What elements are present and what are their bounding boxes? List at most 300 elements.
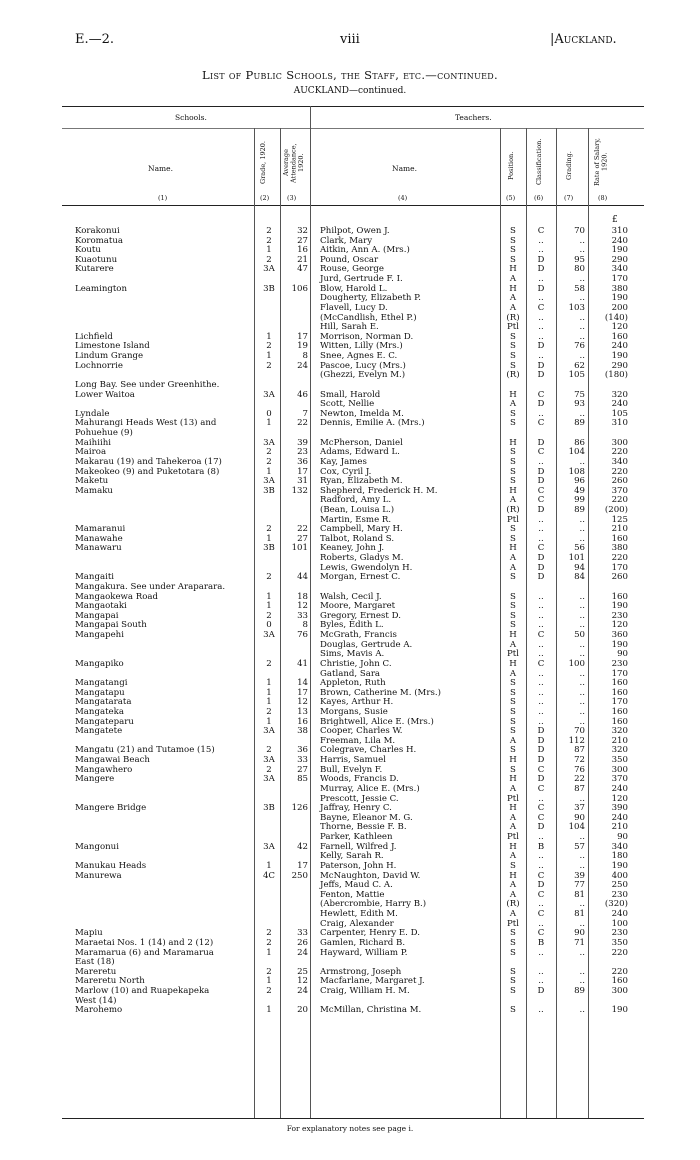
- school-name-cell: Maihiihi: [75, 437, 111, 448]
- position-cell: H: [509, 803, 517, 814]
- average-attendance-cell: 17: [297, 687, 308, 698]
- salary-cell: (180): [604, 370, 628, 381]
- teacher-name-cell: Woods, Francis D.: [320, 774, 399, 785]
- classification-cell: ..: [538, 591, 544, 602]
- school-name-cell: Mareretu: [75, 966, 117, 977]
- grade-cell: 4C: [262, 870, 276, 881]
- grading-cell: ..: [579, 1005, 585, 1016]
- grading-cell: ..: [579, 293, 585, 304]
- position-cell: A: [509, 562, 517, 573]
- position-cell: S: [510, 745, 516, 756]
- teacher-name-cell: McGrath, Francis: [320, 630, 397, 641]
- grading-cell: 104: [568, 822, 585, 833]
- position-cell: H: [509, 870, 517, 881]
- position-cell: Ptl: [507, 649, 519, 660]
- classification-cell: ..: [538, 293, 544, 304]
- classification-cell: ..: [538, 668, 544, 679]
- grade-cell: 2: [266, 966, 272, 977]
- teacher-name-cell: Lewis, Gwendolyn H.: [320, 562, 413, 573]
- classification-cell: D: [537, 572, 545, 583]
- classification-cell: ..: [538, 947, 544, 958]
- school-name-cell: Kutarere: [75, 264, 114, 275]
- grade-cell: 2: [266, 610, 272, 621]
- salary-cell: 120: [611, 620, 628, 631]
- salary-cell: 300: [611, 437, 628, 448]
- grading-cell: ..: [579, 851, 585, 862]
- position-cell: A: [509, 851, 517, 862]
- salary-cell: 240: [611, 235, 628, 246]
- school-name-cell: Lower Waitoa: [75, 389, 135, 400]
- school-name-cell: Manawaru: [75, 543, 122, 554]
- school-name-cell: Long Bay. See under Greenhithe.: [75, 379, 220, 390]
- teacher-name-cell: Hayward, William P.: [320, 947, 408, 958]
- position-cell: S: [510, 456, 516, 467]
- teacher-name-cell: Farnell, Wilfred J.: [320, 841, 397, 852]
- grade-cell: 3B: [263, 543, 275, 554]
- page-title: List of Public Schools, the Staff, etc.—continued.: [202, 68, 498, 82]
- grading-cell: 76: [574, 341, 585, 352]
- grade-cell: 1: [266, 245, 272, 256]
- teacher-name-cell: Christie, John C.: [320, 658, 392, 669]
- grade-cell: 1: [266, 466, 272, 477]
- classification-cell: ..: [538, 851, 544, 862]
- classification-cell: ..: [538, 620, 544, 631]
- salary-cell: 90: [617, 649, 628, 660]
- column-number: (5): [506, 194, 516, 202]
- average-attendance-cell: 17: [297, 331, 308, 342]
- position-cell: S: [510, 360, 516, 371]
- grade-cell: 1: [266, 976, 272, 987]
- grading-cell: 90: [574, 928, 585, 939]
- school-name-cell: Maketu: [75, 476, 109, 487]
- grade-cell: 1: [266, 351, 272, 362]
- average-attendance-cell: 12: [297, 601, 308, 612]
- classification-cell: C: [537, 226, 545, 236]
- salary-cell: 340: [611, 264, 628, 275]
- grading-cell: 70: [574, 726, 585, 737]
- school-name-cell: Mangere: [75, 774, 115, 785]
- grade-cell: 3A: [263, 841, 275, 852]
- school-name-cell: Pohuehue (9): [75, 428, 133, 439]
- salary-cell: 170: [611, 697, 628, 708]
- average-attendance-cell: 106: [291, 283, 308, 294]
- salary-cell: 230: [611, 610, 628, 621]
- school-name-cell: Mangatete: [75, 726, 123, 737]
- classification-cell: C: [537, 495, 545, 506]
- average-attendance-cell: 22: [297, 524, 308, 535]
- table-row: [0, 1006, 700, 1016]
- school-name-cell: Manukau Heads: [75, 860, 147, 871]
- grade-cell: 2: [266, 254, 272, 265]
- salary-cell: 340: [611, 841, 628, 852]
- salary-cell: 190: [611, 293, 628, 304]
- grading-cell: 77: [574, 880, 585, 891]
- salary-cell: 220: [611, 947, 628, 958]
- column-number: (7): [564, 194, 574, 202]
- classification-cell: ..: [538, 331, 544, 342]
- school-name-cell: Mapiu: [75, 928, 103, 939]
- salary-cell: 210: [611, 524, 628, 535]
- teacher-name-cell: Newton, Imelda M.: [320, 408, 404, 419]
- school-name-cell: Korakonui: [75, 226, 120, 236]
- salary-cell: 220: [611, 553, 628, 564]
- classification-cell: C: [537, 783, 545, 794]
- classification-cell: D: [537, 254, 545, 265]
- school-name-cell: Mamaranui: [75, 524, 126, 535]
- salary-cell: (140): [604, 312, 628, 323]
- salary-cell: 380: [611, 283, 628, 294]
- school-name-cell: Mangapiko: [75, 658, 124, 669]
- average-attendance-cell: 38: [297, 726, 308, 737]
- average-attendance-cell: 24: [297, 360, 308, 371]
- column-number: (2): [260, 194, 270, 202]
- classification-cell: D: [537, 726, 545, 737]
- salary-cell: 190: [611, 601, 628, 612]
- position-cell: A: [509, 822, 517, 833]
- teacher-name-cell: Morgan, Ernest C.: [320, 572, 401, 583]
- position-cell: S: [510, 697, 516, 708]
- average-attendance-cell: 16: [297, 716, 308, 727]
- teacher-name-cell: Ryan, Elizabeth M.: [320, 476, 403, 487]
- classification-cell: C: [537, 812, 545, 823]
- grading-cell: ..: [579, 678, 585, 689]
- position-cell: H: [509, 283, 517, 294]
- grading-cell: 81: [574, 909, 585, 920]
- grade-cell: 2: [266, 341, 272, 352]
- classification-cell: ..: [538, 687, 544, 698]
- average-attendance-cell: 101: [291, 543, 308, 554]
- school-name-cell: Mangapai South: [75, 620, 147, 631]
- grade-cell: 2: [266, 572, 272, 583]
- average-attendance-cell: 33: [297, 928, 308, 939]
- grade-header: Grade, 1920.: [259, 141, 267, 185]
- grading-cell: ..: [579, 947, 585, 958]
- position-cell: A: [509, 668, 517, 679]
- salary-cell: 170: [611, 274, 628, 285]
- school-name-cell: Manawahe: [75, 533, 123, 544]
- salary-cell: 350: [611, 937, 628, 948]
- school-name-cell: Manurewa: [75, 870, 122, 881]
- salary-cell: 160: [611, 687, 628, 698]
- classification-cell: ..: [538, 918, 544, 929]
- grade-cell: 1: [266, 678, 272, 689]
- position-cell: A: [509, 399, 517, 410]
- salary-cell: 160: [611, 331, 628, 342]
- teacher-name-cell: Clark, Mary: [320, 235, 373, 246]
- grading-cell: 89: [574, 418, 585, 429]
- classification-cell: C: [537, 447, 545, 458]
- teacher-name-cell: Gamlen, Richard B.: [320, 937, 406, 948]
- school-name-cell: Mangaiti: [75, 572, 115, 583]
- grading-cell: 84: [574, 572, 585, 583]
- salary-cell: 390: [611, 803, 628, 814]
- grading-cell: 71: [574, 937, 585, 948]
- teacher-name-cell: Kelly, Sarah R.: [320, 851, 384, 862]
- grade-cell: 3A: [263, 389, 275, 400]
- teacher-name-cell: Craig, Alexander: [320, 918, 394, 929]
- average-attendance-cell: 85: [297, 774, 308, 785]
- average-attendance-cell: 22: [297, 418, 308, 429]
- school-name-cell: Mangaotaki: [75, 601, 127, 612]
- average-attendance-cell: 25: [297, 966, 308, 977]
- average-attendance-cell: 33: [297, 755, 308, 766]
- grading-cell: ..: [579, 456, 585, 467]
- classification-cell: ..: [538, 524, 544, 535]
- average-attendance-cell: 44: [297, 572, 308, 583]
- teacher-name-cell: (McCandlish, Ethel P.): [320, 312, 417, 323]
- teacher-name-cell: Macfarlane, Margaret J.: [320, 976, 425, 987]
- salary-cell: 120: [611, 322, 628, 333]
- grading-cell: ..: [579, 322, 585, 333]
- grade-cell: 1: [266, 716, 272, 727]
- average-attendance-cell: 250: [291, 870, 308, 881]
- position-cell: S: [510, 572, 516, 583]
- position-cell: H: [509, 437, 517, 448]
- average-attendance-cell: 16: [297, 245, 308, 256]
- teacher-name-cell: (Ghezzi, Evelyn M.): [320, 370, 406, 381]
- classification-cell: D: [537, 985, 545, 996]
- position-cell: (R): [506, 899, 520, 910]
- grading-cell: ..: [579, 620, 585, 631]
- grading-cell: 95: [574, 254, 585, 265]
- grading-cell: 86: [574, 437, 585, 448]
- salary-cell: 170: [611, 668, 628, 679]
- teacher-name-cell: Jaffray, Henry C.: [320, 803, 392, 814]
- teacher-name-cell: Rouse, George: [320, 264, 384, 275]
- teacher-name-cell: Douglas, Gertrude A.: [320, 639, 413, 650]
- grading-cell: ..: [579, 966, 585, 977]
- position-cell: S: [510, 351, 516, 362]
- grade-cell: 3A: [263, 630, 275, 641]
- teacher-name-cell: Scott, Nellie: [320, 399, 375, 410]
- salary-cell: 220: [611, 447, 628, 458]
- teacher-name-cell: Jurd, Gertrude F. I.: [320, 274, 403, 285]
- salary-cell: 125: [611, 514, 628, 525]
- classification-header: Classification.: [535, 138, 543, 186]
- salary-cell: 160: [611, 591, 628, 602]
- salary-cell: 320: [611, 726, 628, 737]
- grading-cell: 39: [574, 870, 585, 881]
- position-cell: H: [509, 841, 517, 852]
- teacher-name-cell: Byles, Edith L.: [320, 620, 384, 631]
- salary-cell: 210: [611, 735, 628, 746]
- school-name-cell: Marlow (10) and Ruapekapeka: [75, 985, 210, 996]
- grade-cell: 3A: [263, 437, 275, 448]
- classification-cell: D: [537, 880, 545, 891]
- position-cell: H: [509, 389, 517, 400]
- position-cell: S: [510, 620, 516, 631]
- classification-cell: ..: [538, 860, 544, 871]
- teacher-name-cell: Campbell, Mary H.: [320, 524, 403, 535]
- grading-cell: 87: [574, 745, 585, 756]
- salary-cell: 310: [611, 418, 628, 429]
- classification-cell: D: [537, 264, 545, 275]
- grade-cell: 2: [266, 937, 272, 948]
- position-cell: S: [510, 716, 516, 727]
- salary-cell: 160: [611, 976, 628, 987]
- grade-cell: 1: [266, 591, 272, 602]
- classification-cell: C: [537, 889, 545, 900]
- grade-cell: 1: [266, 860, 272, 871]
- classification-cell: D: [537, 476, 545, 487]
- teacher-name-cell: Talbot, Roland S.: [320, 533, 395, 544]
- classification-cell: D: [537, 399, 545, 410]
- grading-cell: 89: [574, 985, 585, 996]
- average-attendance-cell: 27: [297, 235, 308, 246]
- page-number: viii: [340, 32, 360, 47]
- school-name-cell: Mangapehi: [75, 630, 124, 641]
- salary-cell: 240: [611, 812, 628, 823]
- school-name-header: Name.: [148, 164, 173, 173]
- classification-cell: C: [537, 630, 545, 641]
- salary-cell: 370: [611, 774, 628, 785]
- salary-cell: 290: [611, 254, 628, 265]
- grade-cell: 2: [266, 456, 272, 467]
- salary-cell: 240: [611, 341, 628, 352]
- salary-cell: 210: [611, 822, 628, 833]
- average-attendance-cell: 132: [291, 485, 308, 496]
- teacher-name-cell: Bayne, Eleanor M. G.: [320, 812, 413, 823]
- position-cell: H: [509, 774, 517, 785]
- teacher-name-cell: Blow, Harold L.: [320, 283, 388, 294]
- teacher-name-cell: Fenton, Mattie: [320, 889, 385, 900]
- teacher-name-cell: Snee, Agnes E. C.: [320, 351, 398, 362]
- teacher-name-cell: (Abercrombie, Harry B.): [320, 899, 427, 910]
- grade-cell: 2: [266, 658, 272, 669]
- position-cell: A: [509, 639, 517, 650]
- teacher-name-cell: Martin, Esme R.: [320, 514, 392, 525]
- school-name-cell: Mangatangi: [75, 678, 128, 689]
- grading-cell: 80: [574, 264, 585, 275]
- grade-cell: 2: [266, 524, 272, 535]
- average-attendance-cell: 12: [297, 976, 308, 987]
- school-name-cell: Mareretu North: [75, 976, 145, 987]
- average-attendance-cell: 42: [297, 841, 308, 852]
- position-cell: A: [509, 889, 517, 900]
- teacher-name-cell: McMillan, Christina M.: [320, 1005, 422, 1016]
- average-attendance-cell: 23: [297, 447, 308, 458]
- position-cell: (R): [506, 504, 520, 515]
- position-cell: Ptl: [507, 793, 519, 804]
- grading-cell: ..: [579, 716, 585, 727]
- salary-cell: 170: [611, 562, 628, 573]
- position-cell: S: [510, 418, 516, 429]
- position-cell: Ptl: [507, 514, 519, 525]
- teacher-name-cell: Gregory, Ernest D.: [320, 610, 401, 621]
- teacher-name-cell: (Bean, Louisa L.): [320, 504, 395, 515]
- table-top-rule: [62, 106, 644, 107]
- salary-cell: 320: [611, 389, 628, 400]
- classification-cell: D: [537, 735, 545, 746]
- teacher-name-cell: Jeffs, Maud C. A.: [320, 880, 393, 891]
- grading-cell: 105: [568, 370, 585, 381]
- position-cell: S: [510, 860, 516, 871]
- school-name-cell: Leamington: [75, 283, 128, 294]
- classification-cell: D: [537, 745, 545, 756]
- position-cell: A: [509, 909, 517, 920]
- school-name-cell: Makarau (19) and Tahekeroa (17): [75, 456, 222, 467]
- teacher-name-cell: McNaughton, David W.: [320, 870, 421, 881]
- grading-cell: ..: [579, 274, 585, 285]
- salary-cell: 90: [617, 832, 628, 843]
- position-cell: S: [510, 937, 516, 948]
- school-name-cell: Lochnorrie: [75, 360, 123, 371]
- position-cell: Ptl: [507, 322, 519, 333]
- currency-symbol: £: [612, 215, 618, 225]
- teacher-name-cell: Carpenter, Henry E. D.: [320, 928, 420, 939]
- school-name-cell: Lindum Grange: [75, 351, 144, 362]
- grading-cell: ..: [579, 976, 585, 987]
- grade-cell: 2: [266, 745, 272, 756]
- salary-cell: 220: [611, 495, 628, 506]
- salary-cell: 240: [611, 783, 628, 794]
- classification-cell: ..: [538, 976, 544, 987]
- teacher-name-cell: Kayes, Arthur H.: [320, 697, 394, 708]
- classification-cell: C: [537, 803, 545, 814]
- grading-cell: 96: [574, 476, 585, 487]
- grade-cell: 0: [266, 620, 272, 631]
- salary-cell: 200: [611, 302, 628, 313]
- average-attendance-cell: 12: [297, 697, 308, 708]
- position-cell: S: [510, 726, 516, 737]
- grading-cell: ..: [579, 668, 585, 679]
- teacher-name-cell: Morgans, Susie: [320, 707, 388, 717]
- classification-cell: D: [537, 341, 545, 352]
- salary-cell: 340: [611, 456, 628, 467]
- average-attendance-cell: 20: [297, 1005, 308, 1016]
- grade-cell: 3A: [263, 264, 275, 275]
- grade-cell: 3B: [263, 283, 275, 294]
- grading-cell: 112: [568, 735, 585, 746]
- position-cell: A: [509, 274, 517, 285]
- classification-cell: ..: [538, 678, 544, 689]
- classification-cell: ..: [538, 697, 544, 708]
- grade-cell: 1: [266, 947, 272, 958]
- classification-cell: D: [537, 466, 545, 477]
- teacher-name-cell: Brightwell, Alice E. (Mrs.): [320, 716, 434, 727]
- school-name-cell: Kuaotunu: [75, 254, 118, 265]
- grade-cell: 1: [266, 687, 272, 698]
- attendance-header: Average Attendance, 1920.: [282, 143, 305, 183]
- teacher-name-cell: Appleton, Ruth: [320, 678, 386, 689]
- grading-cell: 90: [574, 812, 585, 823]
- grading-cell: 50: [574, 630, 585, 641]
- salary-cell: 320: [611, 745, 628, 756]
- column-number: (3): [287, 194, 297, 202]
- average-attendance-cell: 18: [297, 591, 308, 602]
- position-cell: (R): [506, 370, 520, 381]
- classification-cell: ..: [538, 408, 544, 419]
- position-cell: Ptl: [507, 918, 519, 929]
- grading-cell: 89: [574, 504, 585, 515]
- grade-cell: 1: [266, 418, 272, 429]
- teacher-name-cell: Cooper, Charles W.: [320, 726, 403, 737]
- classification-cell: D: [537, 562, 545, 573]
- teacher-name-cell: Keaney, John J.: [320, 543, 385, 554]
- teacher-name-cell: Hewlett, Edith M.: [320, 909, 398, 920]
- average-attendance-cell: 41: [297, 658, 308, 669]
- salary-cell: 300: [611, 764, 628, 775]
- teacher-name-cell: McPherson, Daniel: [320, 437, 403, 448]
- salary-cell: 230: [611, 889, 628, 900]
- grading-cell: ..: [579, 524, 585, 535]
- average-attendance-cell: 76: [297, 630, 308, 641]
- classification-cell: C: [537, 658, 545, 669]
- school-name-cell: Mangere Bridge: [75, 803, 147, 814]
- teacher-name-cell: Witten, Lilly (Mrs.): [320, 341, 403, 352]
- classification-cell: ..: [538, 274, 544, 285]
- school-name-cell: Mangatapu: [75, 687, 125, 698]
